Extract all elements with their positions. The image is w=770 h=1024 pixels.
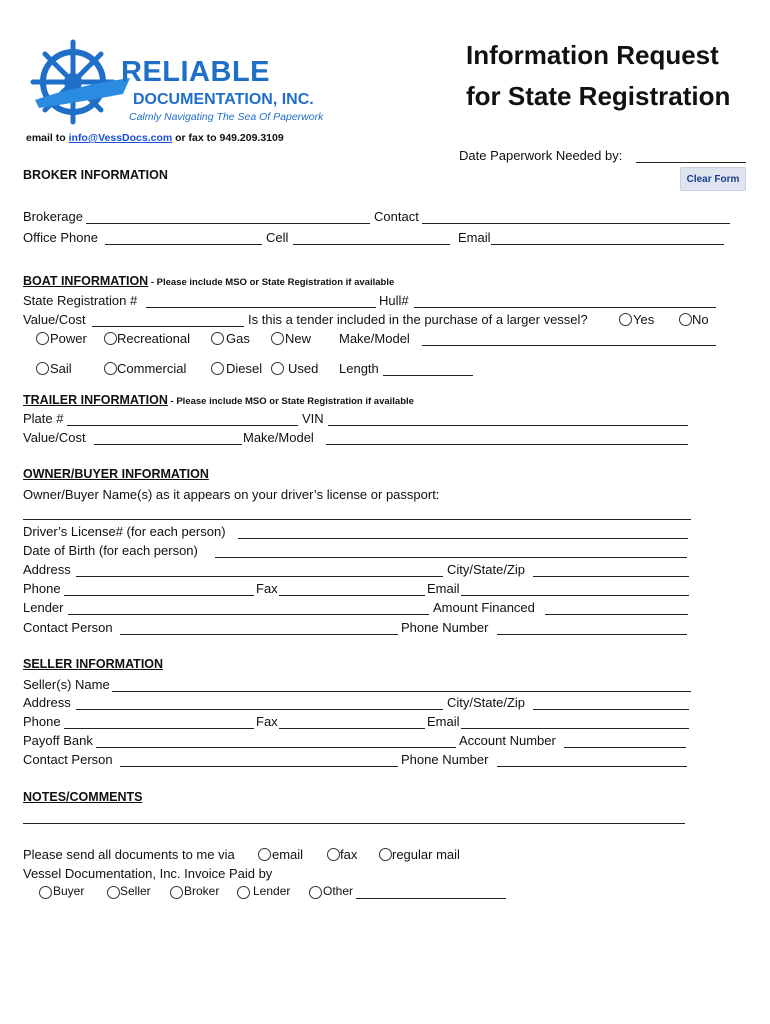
seller-address-field[interactable] [76, 709, 443, 710]
plate-field[interactable] [67, 425, 298, 426]
owner-contact-label: Contact Person [23, 620, 113, 635]
gas-radio[interactable] [211, 332, 224, 345]
contact-email-link[interactable]: info@VessDocs.com [68, 132, 173, 144]
invoice-other-radio[interactable] [309, 886, 322, 899]
seller-phone-field[interactable] [64, 728, 254, 729]
trailer-value-field[interactable] [94, 444, 242, 445]
account-number-field[interactable] [564, 747, 686, 748]
owner-address-label: Address [23, 562, 71, 577]
seller-email-label: Email [427, 714, 460, 729]
company-logo [25, 38, 324, 130]
owner-email-label: Email [427, 581, 460, 596]
owner-city-field[interactable] [533, 576, 689, 577]
contact-line [26, 132, 284, 144]
seller-city-field[interactable] [533, 709, 689, 710]
boat-value-field[interactable] [92, 326, 244, 327]
broker-contact-field[interactable] [422, 223, 730, 224]
trailer-note: - Please include MSO or State Registration if available [167, 396, 414, 407]
contact-prefix: email to [26, 132, 69, 144]
amount-financed-label: Amount Financed [433, 600, 535, 615]
boat-make-label: Make/Model [339, 331, 410, 346]
power-label: Power [50, 331, 87, 346]
tender-yes-radio[interactable] [619, 313, 632, 326]
plate-label: Plate # [23, 411, 64, 426]
tender-no-radio[interactable] [679, 313, 692, 326]
diesel-label: Diesel [226, 361, 263, 376]
owner-city-label: City/State/Zip [447, 562, 526, 577]
trailer-heading-row [23, 392, 414, 407]
invoice-lender-radio[interactable] [237, 886, 250, 899]
owner-address-field[interactable] [76, 576, 443, 577]
boat-heading: BOAT INFORMATION [23, 274, 149, 288]
form-title-line-2: for State Registration [466, 81, 731, 111]
used-label: Used [288, 361, 319, 376]
cell-label: Cell [266, 230, 289, 245]
lender-field[interactable] [68, 614, 429, 615]
length-field[interactable] [383, 375, 473, 376]
broker-contact-label: Contact [374, 209, 419, 224]
brokerage-label: Brokerage [23, 209, 83, 224]
seller-names-field[interactable] [112, 691, 691, 692]
power-radio[interactable] [36, 332, 49, 345]
send-fax-radio[interactable] [327, 848, 340, 861]
owner-phone-field[interactable] [64, 595, 254, 596]
seller-heading: SELLER INFORMATION [23, 657, 164, 671]
lender-label: Lender [23, 600, 64, 615]
date-needed-field[interactable] [636, 162, 746, 163]
invoice-label: Vessel Documentation, Inc. Invoice Paid by [23, 866, 273, 881]
seller-phone-label: Phone [23, 714, 61, 729]
clear-form-button[interactable]: Clear Form [680, 167, 746, 191]
state-reg-label: State Registration # [23, 293, 138, 308]
length-label: Length [339, 361, 379, 376]
used-radio[interactable] [271, 362, 284, 375]
boat-heading-row [23, 273, 394, 288]
office-phone-field[interactable] [105, 244, 262, 245]
invoice-broker-radio[interactable] [170, 886, 183, 899]
trailer-make-label: Make/Model [243, 430, 314, 445]
broker-email-label: Email [458, 230, 491, 245]
send-via-label: Please send all documents to me via [23, 847, 235, 862]
owner-phone-label: Phone [23, 581, 61, 596]
send-fax-label: fax [340, 847, 358, 862]
boat-value-label: Value/Cost [23, 312, 86, 327]
invoice-other-label: Other [323, 884, 354, 898]
office-phone-label: Office Phone [23, 230, 98, 245]
sail-label: Sail [50, 361, 72, 376]
trailer-make-field[interactable] [326, 444, 688, 445]
invoice-lender-label: Lender [253, 884, 291, 898]
owner-names-label: Owner/Buyer Name(s) as it appears on your driver’s license or passport: [23, 487, 440, 502]
tender-yes-label: Yes [633, 312, 655, 327]
seller-phone-number-field[interactable] [497, 766, 687, 767]
diesel-radio[interactable] [211, 362, 224, 375]
send-email-radio[interactable] [258, 848, 271, 861]
hull-field[interactable] [414, 307, 716, 308]
logo-line-1: RELIABLE [121, 56, 270, 88]
account-number-label: Account Number [459, 733, 556, 748]
owner-heading: OWNER/BUYER INFORMATION [23, 467, 209, 481]
dob-label: Date of Birth (for each person) [23, 543, 198, 558]
owner-contact-field[interactable] [120, 634, 398, 635]
owner-fax-label: Fax [256, 581, 278, 596]
tender-no-label: No [692, 312, 709, 327]
seller-email-field[interactable] [461, 728, 689, 729]
seller-city-label: City/State/Zip [447, 695, 526, 710]
logo-tagline: Calmly Navigating The Sea Of Paperwork [129, 111, 324, 123]
hull-label: Hull# [379, 293, 409, 308]
tender-question: Is this a tender included in the purchase of a larger vessel? [248, 312, 588, 327]
owner-names-field[interactable] [23, 519, 691, 520]
payoff-bank-field[interactable] [96, 747, 456, 748]
recreational-label: Recreational [117, 331, 190, 346]
brokerage-field[interactable] [86, 223, 370, 224]
logo-line-2: DOCUMENTATION, INC. [133, 91, 314, 108]
amount-financed-field[interactable] [545, 614, 688, 615]
date-needed-label: Date Paperwork Needed by: [459, 148, 623, 163]
commercial-label: Commercial [117, 361, 187, 376]
invoice-other-field[interactable] [356, 898, 506, 899]
boat-note: - Please include MSO or State Registration if available [148, 277, 395, 288]
vin-label: VIN [302, 411, 324, 426]
broker-email-field[interactable] [491, 244, 724, 245]
seller-address-label: Address [23, 695, 71, 710]
commercial-radio[interactable] [104, 362, 117, 375]
owner-fax-field[interactable] [279, 595, 425, 596]
invoice-buyer-radio[interactable] [39, 886, 52, 899]
seller-phone-number-label: Phone Number [401, 752, 489, 767]
trailer-heading: TRAILER INFORMATION [23, 393, 168, 407]
owner-phone-number-field[interactable] [497, 634, 687, 635]
gas-label: Gas [226, 331, 250, 346]
send-mail-radio[interactable] [379, 848, 392, 861]
recreational-radio[interactable] [104, 332, 117, 345]
payoff-bank-label: Payoff Bank [23, 733, 93, 748]
trailer-value-label: Value/Cost [23, 430, 86, 445]
seller-names-label: Seller(s) Name [23, 677, 110, 692]
sail-radio[interactable] [36, 362, 49, 375]
invoice-seller-radio[interactable] [107, 886, 120, 899]
broker-heading: BROKER INFORMATION [23, 168, 168, 182]
contact-suffix: or fax to 949.209.3109 [172, 132, 284, 144]
vin-field[interactable] [328, 425, 688, 426]
seller-contact-field[interactable] [120, 766, 398, 767]
owner-email-field[interactable] [461, 595, 689, 596]
form-title-line-1: Information Request [466, 40, 719, 70]
invoice-buyer-label: Buyer [53, 884, 85, 898]
cell-field[interactable] [293, 244, 450, 245]
notes-heading: NOTES/COMMENTS [23, 790, 143, 804]
notes-field[interactable] [23, 823, 685, 824]
owner-phone-number-label: Phone Number [401, 620, 489, 635]
state-reg-field[interactable] [146, 307, 376, 308]
seller-contact-label: Contact Person [23, 752, 113, 767]
send-mail-label: regular mail [392, 847, 460, 862]
license-label: Driver’s License# (for each person) [23, 524, 226, 539]
boat-make-field[interactable] [422, 345, 716, 346]
seller-fax-field[interactable] [279, 728, 425, 729]
ship-wheel-icon [25, 38, 135, 130]
seller-fax-label: Fax [256, 714, 278, 729]
license-field[interactable] [238, 538, 688, 539]
invoice-broker-label: Broker [184, 884, 220, 898]
send-email-label: email [272, 847, 304, 862]
new-radio[interactable] [271, 332, 284, 345]
invoice-seller-label: Seller [120, 884, 151, 898]
new-label: New [285, 331, 312, 346]
dob-field[interactable] [215, 557, 687, 558]
